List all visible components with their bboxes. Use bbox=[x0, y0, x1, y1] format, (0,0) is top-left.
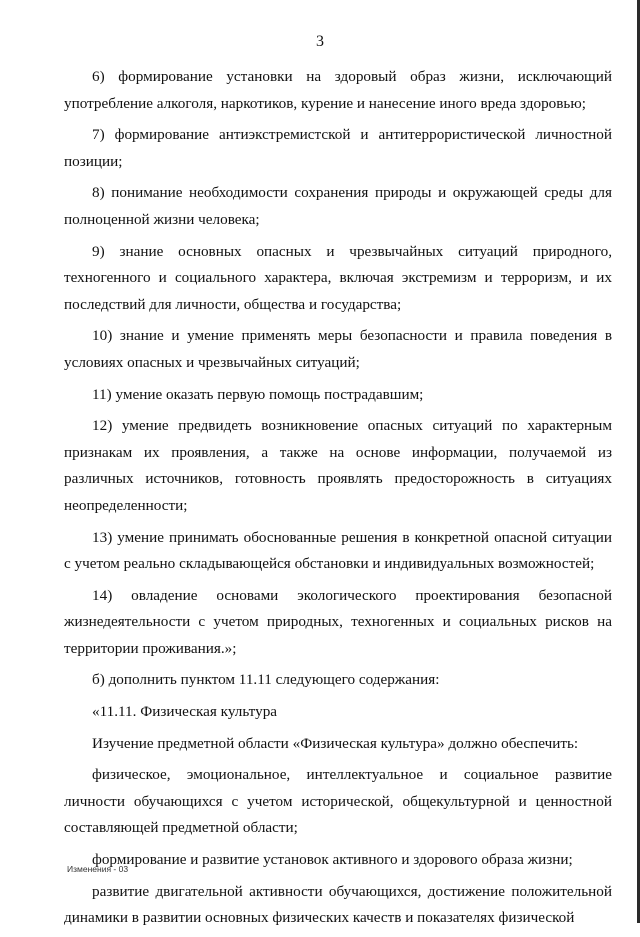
paragraph-item-13: 13) умение принимать обоснованные решения в конкретной опасной ситуации с учетом реально складывающейся обстановки и индивидуальных возможностей; bbox=[64, 528, 612, 573]
paragraph-motor-activity: развитие двигательной активности обучающихся, достижение положительной динамики в развитии основных физических качеств и показателях физической bbox=[64, 882, 612, 927]
paragraph-item-6: 6) формирование установки на здоровый образ жизни, исключающий употребление алкоголя, наркотиков, курение и нанесение иного вреда здоровью; bbox=[64, 68, 612, 112]
paragraph-item-11: 11) умение оказать первую помощь пострадавшим; bbox=[92, 385, 424, 403]
paragraph-item-12: 12) умение предвидеть возникновение опасных ситуаций по характерным признакам их проявления, а также на основе информации, получаемой из различных источников, готовность проявлять предосторожность в ситуациях неопределенности; bbox=[64, 417, 612, 514]
paragraph-item-7: 7) формирование антиэкстремистской и антитеррористической личностной позиции; bbox=[64, 126, 612, 170]
paragraph-item-9: 9) знание основных опасных и чрезвычайных ситуаций природного, техногенного и социального характера, включая экстремизм и терроризм, и их последствий для личности, общества и государства; bbox=[64, 242, 612, 313]
paragraph-amendment-b: б) дополнить пунктом 11.11 следующего содержания: bbox=[92, 671, 440, 689]
section-heading-11-11: «11.11. Физическая культура bbox=[92, 703, 278, 721]
page-footer: Изменения - 03 bbox=[67, 864, 129, 874]
paragraph-healthy-lifestyle: формирование и развитие установок активного и здорового образа жизни; bbox=[92, 851, 573, 869]
paragraph-intro: Изучение предметной области «Физическая культура» должно обеспечить: bbox=[92, 734, 579, 752]
paragraph-item-14: 14) овладение основами экологического проектирования безопасной жизнедеятельности с учетом природных, техногенных и социальных рисков на территории проживания.»; bbox=[64, 586, 612, 657]
page-number: 3 bbox=[316, 33, 324, 50]
paragraph-item-10: 10) знание и умение применять меры безопасности и правила поведения в условиях опасных и чрезвычайных ситуаций; bbox=[64, 327, 612, 371]
paragraph-development: физическое, эмоциональное, интеллектуальное и социальное развитие личности обучающихся с учетом исторической, общекультурной и ценностной составляющей предметной области; bbox=[64, 766, 612, 837]
document-body bbox=[64, 64, 612, 937]
paragraph-item-8: 8) понимание необходимости сохранения природы и окружающей среды для полноценной жизни человека; bbox=[64, 184, 612, 228]
